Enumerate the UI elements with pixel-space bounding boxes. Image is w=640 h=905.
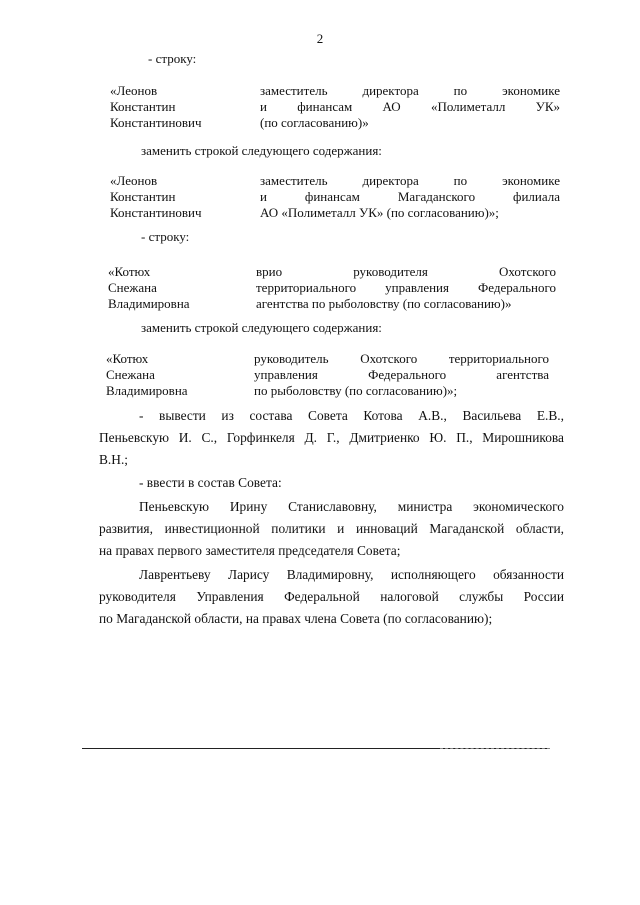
entry-leonov-old [110, 83, 560, 131]
string-label-2: - строку: [141, 229, 190, 244]
role-line: и финансам Магаданского филиала [260, 189, 560, 204]
entry-name [110, 173, 250, 221]
paragraph-line: Лаврентьеву Ларису Владимировну, исполняющего обязанности [139, 567, 564, 582]
paragraph-line: развития, инвестиционной политики и инноваций Магаданской области, [99, 521, 564, 536]
paragraph-line: В.Н.; [99, 452, 129, 467]
role-line: и финансам АО «Полиметалл УК» [260, 99, 560, 114]
paragraph-line: - ввести в состав Совета: [139, 475, 282, 490]
footer-dash-line [440, 748, 550, 749]
replace-label-2: заменить строкой следующего содержания: [141, 320, 382, 335]
role-line: АО «Полиметалл УК» (по согласованию)»; [260, 205, 499, 220]
role-line: руководитель Охотского территориального [254, 351, 549, 366]
name-line: Владимировна [106, 383, 188, 398]
paragraph-remove-members [99, 405, 564, 471]
name-line: Константин [110, 189, 176, 204]
page-number: 2 [316, 31, 324, 46]
name-line: Владимировна [108, 296, 190, 311]
entry-role [256, 264, 556, 312]
paragraph-penyevskaya [99, 496, 564, 562]
paragraph-line: на правах первого заместителя председателя Совета; [99, 543, 401, 558]
name-line: «Котюх [106, 351, 149, 366]
role-line: по рыболовству (по согласованию)»; [254, 383, 458, 398]
name-line: «Леонов [110, 83, 158, 98]
paragraph-add-intro [99, 472, 564, 494]
name-line: Константин [110, 99, 176, 114]
name-line: Снежана [108, 280, 157, 295]
role-line: (по согласованию)» [260, 115, 369, 130]
entry-leonov-new [110, 173, 560, 221]
entry-name [110, 83, 250, 131]
paragraph-line: - вывести из состава Совета Котова А.В., Васильева Е.В., [139, 408, 564, 423]
entry-kotyuk-old [108, 264, 558, 312]
string-label-1: - строку: [148, 51, 197, 66]
entry-role [254, 351, 549, 399]
paragraph-line: по Магаданской области, на правах члена Совета (по согласованию); [99, 611, 493, 626]
entry-kotyuk-new [106, 351, 556, 399]
role-line: территориального управления Федерального [256, 280, 556, 295]
role-line: заместитель директора по экономике [260, 83, 560, 98]
role-line: врио руководителя Охотского [256, 264, 556, 279]
entry-name [108, 264, 248, 312]
paragraph-lavrentyeva [99, 564, 564, 630]
role-line: заместитель директора по экономике [260, 173, 560, 188]
role-line: управления Федерального агентства [254, 367, 549, 382]
entry-name [106, 351, 246, 399]
name-line: Константинович [110, 205, 202, 220]
entry-role [260, 173, 560, 221]
paragraph-line: руководителя Управления Федеральной налоговой службы России [99, 589, 564, 604]
name-line: Константинович [110, 115, 202, 130]
name-line: Снежана [106, 367, 155, 382]
paragraph-line: Пеньевскую Ирину Станиславовну, министра экономического [139, 499, 564, 514]
name-line: «Леонов [110, 173, 158, 188]
name-line: «Котюх [108, 264, 151, 279]
entry-role [260, 83, 560, 131]
paragraph-line: Пеньевскую И. С., Горфинкеля Д. Г., Дмитриенко Ю. П., Мирошникова [99, 430, 564, 445]
role-line: агентства по рыболовству (по согласованию)» [256, 296, 512, 311]
replace-label-1: заменить строкой следующего содержания: [141, 143, 382, 158]
